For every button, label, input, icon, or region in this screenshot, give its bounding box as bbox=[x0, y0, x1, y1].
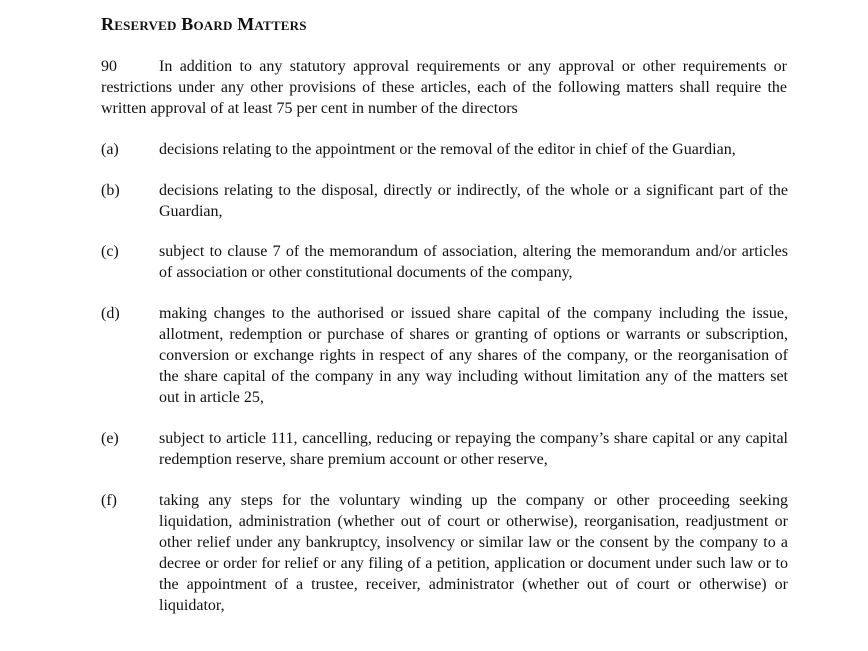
list-item-b bbox=[101, 180, 788, 222]
list-item-text: making changes to the authorised or issued share capital of the company including the issue, allotment, redemption or purchase of shares or granting of options or warrants or subscription, conversion or exchange rights in respect of any shares of the company, or the reorganisation of the share capital of the company in any way including without limitation any of the matters set out in article 25, bbox=[159, 305, 788, 406]
article-90-paragraph bbox=[101, 56, 787, 119]
list-item-label: (e) bbox=[101, 430, 119, 447]
list-item-label: (a) bbox=[101, 141, 119, 158]
list-item-text: subject to clause 7 of the memorandum of association, altering the memorandum and/or articles of association or other constitutional documents of the company, bbox=[159, 243, 788, 281]
list-item-f bbox=[101, 490, 788, 616]
reserved-matters-list bbox=[101, 139, 788, 616]
list-item-c bbox=[101, 241, 788, 283]
article-number: 90 bbox=[101, 58, 117, 75]
list-item-a bbox=[101, 139, 788, 160]
list-item-text: subject to article 111, cancelling, reducing or repaying the company’s share capital or any capital redemption reserve, share premium account or other reserve, bbox=[159, 430, 788, 468]
article-intro-text: In addition to any statutory approval requirements or any approval or other requirements or restrictions under any other provisions of these articles, each of the following matters shall require the written approval of at least 75 per cent in number of the directors bbox=[101, 58, 787, 117]
list-item-e bbox=[101, 428, 788, 470]
list-item-label: (d) bbox=[101, 305, 120, 322]
list-item-text: decisions relating to the disposal, directly or indirectly, of the whole or a significant part of the Guardian, bbox=[159, 182, 788, 220]
list-item-label: (f) bbox=[101, 492, 117, 509]
list-item-text: decisions relating to the appointment or the removal of the editor in chief of the Guardian, bbox=[159, 141, 736, 158]
list-item-label: (b) bbox=[101, 182, 120, 199]
section-heading: Reserved Board Matters bbox=[101, 14, 307, 34]
list-item-label: (c) bbox=[101, 243, 119, 260]
list-item-text: taking any steps for the voluntary winding up the company or other proceeding seeking liquidation, administration (whether out of court or otherwise), reorganisation, readjustment or other relief under any bankruptcy, insolvency or similar law or the consent by the company to a decree or order for relief or any filing of a petition, application or document under such law or to the appointment of a trustee, receiver, administrator (whether out of court or otherwise) or liquidator, bbox=[159, 492, 788, 614]
list-item-d bbox=[101, 303, 788, 408]
